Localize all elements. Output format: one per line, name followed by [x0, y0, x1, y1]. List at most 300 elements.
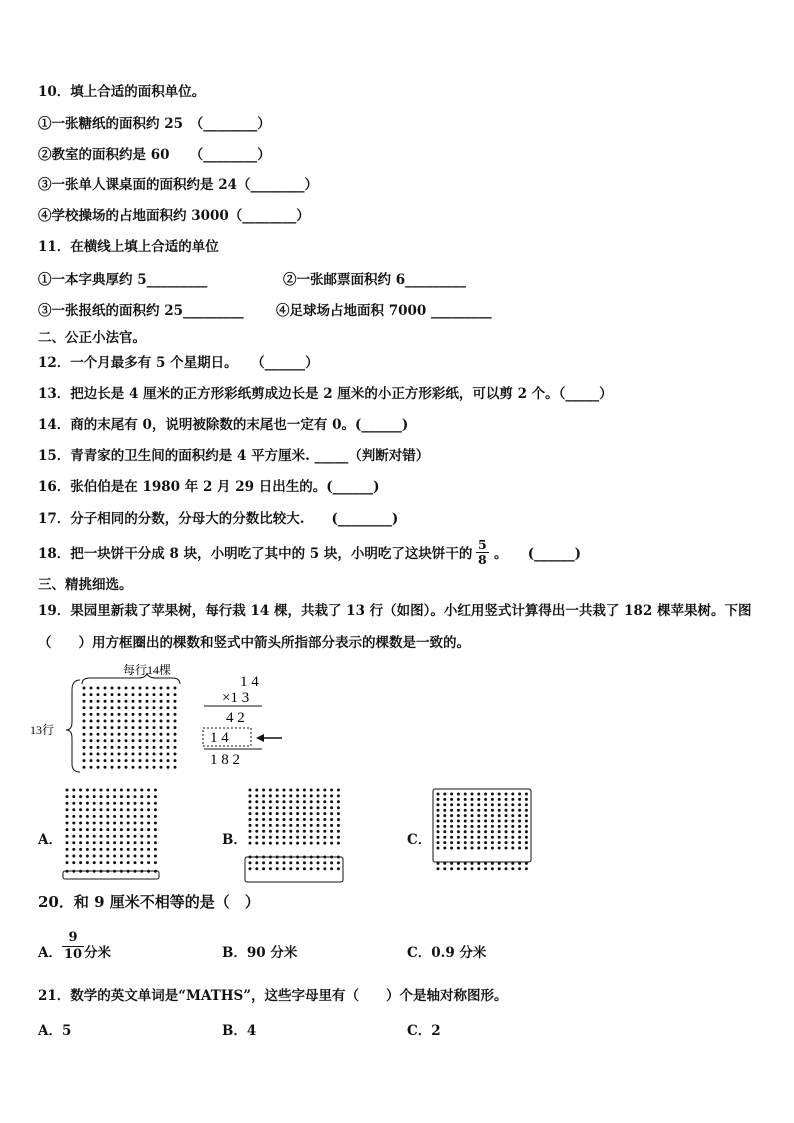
dot [79, 835, 82, 838]
q19-option-b-label[interactable]: B． [222, 832, 247, 848]
q20-option-c[interactable]: C．0.9 分米 [407, 945, 487, 961]
dot [323, 789, 326, 792]
option-c-dot-grid [437, 793, 528, 871]
dot [505, 820, 508, 823]
dot [443, 798, 446, 801]
q19-option-a-figure[interactable] [62, 786, 162, 882]
dot [443, 793, 446, 796]
dot [134, 841, 137, 844]
dot [443, 836, 446, 839]
dot [106, 835, 109, 838]
dot [167, 700, 170, 703]
dot [255, 842, 258, 845]
dot [132, 733, 135, 736]
dot [174, 746, 177, 749]
dot [457, 793, 460, 796]
dot [450, 867, 453, 870]
dot [464, 836, 467, 839]
dot [139, 693, 142, 696]
dot [66, 822, 69, 825]
dot [125, 700, 128, 703]
dot [147, 808, 150, 811]
dot [303, 800, 306, 803]
dot [111, 753, 114, 756]
dot [111, 713, 114, 716]
q12: 12．一个月最多有 5 个星期日。 （______） [38, 355, 319, 371]
dot [296, 800, 299, 803]
q19-option-a-label[interactable]: A． [38, 832, 62, 848]
dot [303, 824, 306, 827]
dot [139, 733, 142, 736]
dot [450, 809, 453, 812]
dot [139, 766, 142, 769]
dot [283, 789, 286, 792]
dot [118, 746, 121, 749]
dot [477, 841, 480, 844]
dot [337, 794, 340, 797]
dot [118, 713, 121, 716]
dot [72, 828, 75, 831]
dot [296, 818, 299, 821]
dot [127, 848, 130, 851]
dot [464, 814, 467, 817]
dot [511, 803, 514, 806]
dot [443, 867, 446, 870]
dot [310, 794, 313, 797]
dot [113, 822, 116, 825]
dot [437, 867, 440, 870]
q21-option-c[interactable]: C．2 [407, 1023, 441, 1039]
q16: 16．张伯伯是在 1980 年 2 月 29 日出生的。(______) [38, 479, 380, 495]
dot [269, 812, 272, 815]
q11-item-3: ③一张报纸的面积约 25_________ [38, 303, 244, 319]
dot [525, 830, 528, 833]
dot [323, 794, 326, 797]
dot [154, 841, 157, 844]
dot [127, 815, 130, 818]
q20-frac-numerator: 9 [62, 930, 84, 947]
dot [111, 687, 114, 690]
dot [283, 867, 286, 870]
dot [518, 847, 521, 850]
dot [146, 693, 149, 696]
dot [484, 809, 487, 812]
dot [317, 794, 320, 797]
dot [249, 818, 252, 821]
q11-item-2: ②一张邮票面积约 6_________ [283, 272, 466, 288]
q19-left-brace [66, 680, 80, 772]
dot [132, 687, 135, 690]
dot [511, 820, 514, 823]
dot [317, 812, 320, 815]
q19-option-c-label[interactable]: C． [407, 832, 432, 848]
dot [437, 820, 440, 823]
dot [90, 739, 93, 742]
dot [505, 809, 508, 812]
dot [120, 808, 123, 811]
dot [111, 693, 114, 696]
dot [262, 836, 265, 839]
dot [147, 802, 150, 805]
dot [146, 759, 149, 762]
dot [139, 713, 142, 716]
dot [72, 815, 75, 818]
dot [147, 855, 150, 858]
q19-option-c-figure[interactable] [432, 786, 534, 884]
dot [457, 820, 460, 823]
dot [111, 733, 114, 736]
dot [104, 706, 107, 709]
dot [511, 867, 514, 870]
dot [283, 800, 286, 803]
dot [113, 848, 116, 851]
dot [66, 808, 69, 811]
dot [310, 867, 313, 870]
dot [118, 693, 121, 696]
dot [464, 803, 467, 806]
dot [337, 867, 340, 870]
dot [296, 836, 299, 839]
dot [269, 867, 272, 870]
q14: 14．商的末尾有 0，说明被除数的末尾也一定有 0。(______) [38, 417, 409, 433]
dot [147, 789, 150, 792]
dot [276, 836, 279, 839]
dot [437, 830, 440, 833]
dot [457, 809, 460, 812]
dot [111, 746, 114, 749]
dot [154, 815, 157, 818]
dot [147, 848, 150, 851]
dot [167, 726, 170, 729]
dot [139, 706, 142, 709]
dot [303, 867, 306, 870]
dot [79, 822, 82, 825]
q15: 15．青青家的卫生间的面积约是 4 平方厘米. _____（判断对错） [38, 448, 430, 464]
dot [471, 825, 474, 828]
dot [153, 726, 156, 729]
dot [477, 793, 480, 796]
option-b-dot-grid [249, 789, 340, 871]
dot [464, 798, 467, 801]
dot [140, 795, 143, 798]
dot [154, 789, 157, 792]
dot [450, 803, 453, 806]
dot [139, 739, 142, 742]
q19-orchard-figure [30, 660, 200, 780]
dot [262, 824, 265, 827]
dot [303, 794, 306, 797]
section-2-title: 二、公正小法官。 [38, 330, 146, 346]
dot [120, 841, 123, 844]
dot [146, 746, 149, 749]
dot [139, 720, 142, 723]
dot [323, 824, 326, 827]
dot [111, 706, 114, 709]
dot [106, 822, 109, 825]
dot [134, 802, 137, 805]
dot [337, 800, 340, 803]
dot [90, 746, 93, 749]
dot [511, 825, 514, 828]
dot [100, 808, 103, 811]
dot [125, 726, 128, 729]
q21-option-b[interactable]: B．4 [222, 1023, 257, 1039]
dot [113, 861, 116, 864]
q19-line-2: （ ）用方框圈出的棵数和竖式中箭头所指部分表示的棵数是一致的。 [38, 635, 470, 651]
q21-option-a[interactable]: A．5 [38, 1023, 72, 1039]
dot [106, 841, 109, 844]
dot [303, 806, 306, 809]
dot [471, 867, 474, 870]
q20-option-a-label[interactable]: A． [38, 945, 62, 961]
q20-frac-denominator: 10 [64, 947, 83, 962]
dot [125, 706, 128, 709]
dot [83, 726, 86, 729]
dot [72, 808, 75, 811]
q10-item-1: ①一张糖纸的面积约 25 （________） [38, 116, 271, 132]
dot [132, 726, 135, 729]
dot [525, 809, 528, 812]
dot [93, 815, 96, 818]
dot [127, 855, 130, 858]
dot [127, 822, 130, 825]
dot [90, 687, 93, 690]
dot [120, 828, 123, 831]
dot [79, 808, 82, 811]
dot [276, 794, 279, 797]
dot [249, 861, 252, 864]
dot [283, 836, 286, 839]
dot [153, 746, 156, 749]
dot [66, 789, 69, 792]
dot [174, 733, 177, 736]
dot [174, 700, 177, 703]
dot [120, 795, 123, 798]
dot [132, 693, 135, 696]
dot [86, 815, 89, 818]
dot [104, 753, 107, 756]
dot [72, 822, 75, 825]
dot [484, 793, 487, 796]
dot [317, 789, 320, 792]
dot [255, 830, 258, 833]
dot [255, 794, 258, 797]
q10-item-4: ④学校操场的占地面积约 3000（________） [38, 208, 310, 224]
dot [79, 802, 82, 805]
dot [104, 687, 107, 690]
arrow-head-icon [256, 734, 264, 742]
dot [120, 848, 123, 851]
dot [317, 800, 320, 803]
dot [255, 789, 258, 792]
dot [167, 713, 170, 716]
dot [269, 830, 272, 833]
dot [106, 828, 109, 831]
dot [83, 713, 86, 716]
dot [174, 713, 177, 716]
dot [132, 766, 135, 769]
dot [160, 706, 163, 709]
dot [104, 693, 107, 696]
dot [106, 808, 109, 811]
dot [118, 753, 121, 756]
dot [79, 861, 82, 864]
dot [518, 841, 521, 844]
dot [113, 808, 116, 811]
dot [276, 842, 279, 845]
dot [310, 842, 313, 845]
q19-option-b-figure[interactable] [244, 786, 346, 884]
dot [443, 841, 446, 844]
dot [97, 733, 100, 736]
dot [310, 861, 313, 864]
dot [262, 861, 265, 864]
dot [97, 753, 100, 756]
dot [153, 693, 156, 696]
dot [104, 726, 107, 729]
dot [464, 825, 467, 828]
dot [269, 824, 272, 827]
dot [491, 830, 494, 833]
dot [289, 818, 292, 821]
q11-title: 11．在横线上填上合适的单位 [38, 239, 219, 255]
dot [79, 841, 82, 844]
dot [505, 836, 508, 839]
dot [125, 720, 128, 723]
dot [262, 794, 265, 797]
dot [450, 841, 453, 844]
dot [111, 766, 114, 769]
dot [146, 739, 149, 742]
dot [484, 841, 487, 844]
dot [269, 818, 272, 821]
dot [113, 815, 116, 818]
dot [289, 836, 292, 839]
dot [154, 828, 157, 831]
dot [97, 766, 100, 769]
mult-line-multiplicand: 1 4 [240, 674, 259, 690]
dot [174, 753, 177, 756]
dot [262, 842, 265, 845]
dot [471, 830, 474, 833]
dot [113, 795, 116, 798]
dot [90, 700, 93, 703]
dot [134, 795, 137, 798]
dot [269, 861, 272, 864]
dot [323, 842, 326, 845]
dot [255, 818, 258, 821]
dot [90, 713, 93, 716]
dot [154, 848, 157, 851]
dot [120, 815, 123, 818]
dot [471, 841, 474, 844]
dot [457, 798, 460, 801]
dot [118, 766, 121, 769]
dot [330, 867, 333, 870]
dot [276, 861, 279, 864]
dot [72, 789, 75, 792]
dot [310, 789, 313, 792]
section-3-title: 三、精挑细选。 [38, 577, 133, 593]
q19-vertical-multiplication [200, 672, 295, 772]
dot [289, 830, 292, 833]
dot [498, 814, 501, 817]
dot [249, 867, 252, 870]
dot [83, 733, 86, 736]
dot [139, 753, 142, 756]
dot [317, 836, 320, 839]
dot [464, 830, 467, 833]
dot [113, 828, 116, 831]
dot [484, 820, 487, 823]
dot [498, 867, 501, 870]
dot [90, 733, 93, 736]
dot [125, 766, 128, 769]
dot [167, 706, 170, 709]
q20-option-b[interactable]: B．90 分米 [222, 945, 298, 961]
dot [450, 836, 453, 839]
dot [437, 793, 440, 796]
dot [450, 830, 453, 833]
dot [72, 835, 75, 838]
dot [262, 867, 265, 870]
dot [174, 726, 177, 729]
dot [464, 841, 467, 844]
dot [106, 855, 109, 858]
dot [518, 830, 521, 833]
dot [153, 700, 156, 703]
dot [276, 800, 279, 803]
dot [174, 706, 177, 709]
dot [139, 726, 142, 729]
dot [86, 861, 89, 864]
dot [498, 830, 501, 833]
dot [276, 806, 279, 809]
dot [154, 808, 157, 811]
dot [283, 824, 286, 827]
dot [160, 726, 163, 729]
dot [323, 830, 326, 833]
q10-title: 10．填上合适的面积单位。 [38, 84, 206, 100]
dot [505, 867, 508, 870]
dot [505, 847, 508, 850]
dot [525, 825, 528, 828]
dot [484, 803, 487, 806]
dot [83, 700, 86, 703]
dot [140, 848, 143, 851]
dot [146, 687, 149, 690]
dot [100, 822, 103, 825]
dot [457, 847, 460, 850]
dot [104, 766, 107, 769]
dot [330, 824, 333, 827]
dot [174, 739, 177, 742]
dot [132, 739, 135, 742]
dot [120, 861, 123, 864]
dot [79, 855, 82, 858]
dot [303, 861, 306, 864]
dot [289, 794, 292, 797]
dot [127, 861, 130, 864]
dot [160, 766, 163, 769]
dot [140, 861, 143, 864]
q20-option-a-fraction [62, 930, 84, 963]
dot [93, 808, 96, 811]
dot [140, 828, 143, 831]
dot [511, 809, 514, 812]
dot [323, 812, 326, 815]
dot [484, 830, 487, 833]
